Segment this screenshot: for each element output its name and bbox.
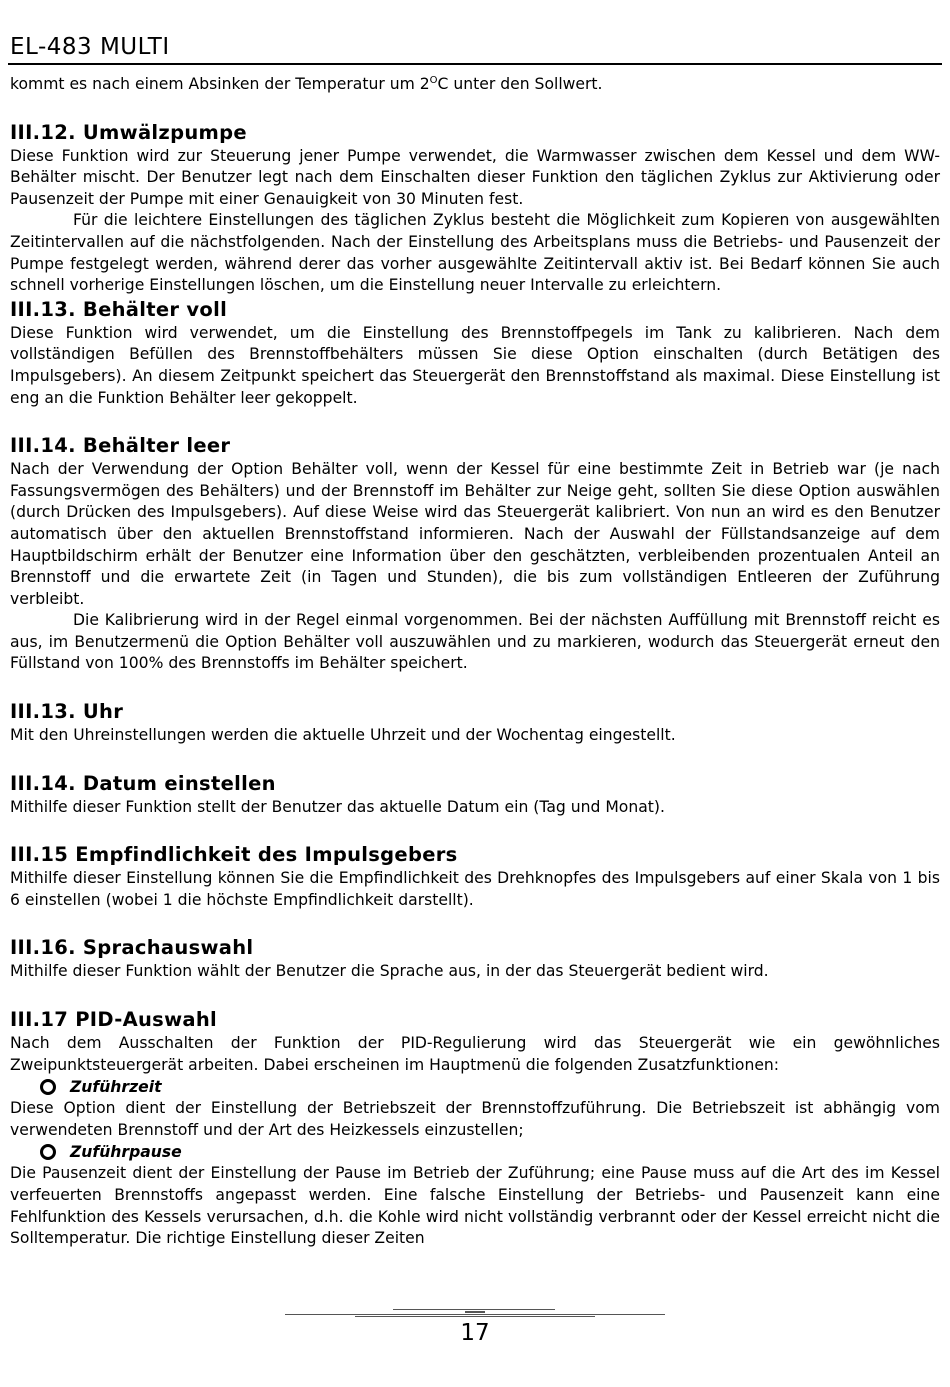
spacer	[10, 818, 940, 842]
section-paragraph: Die Pausenzeit dient der Einstellung der Pause im Betrieb der Zuführung; eine Pause muss auf die Art des im Kessel verfeuerten Brennstoffs angepasst werden. Eine falsche Einstellung der Betriebs- und Pausenzeit kann eine Fehlfunktion des Kessels verursachen, d.h. die Kohle wird nicht vollständig verbrannt oder der Kessel erreicht nicht die Solltemperatur. Die richtige Einstellung dieser Zeiten	[10, 1164, 940, 1248]
section-heading-datum-einstellen: III.14. Datum einstellen	[10, 771, 276, 795]
footer-line	[285, 1314, 665, 1315]
section-paragraph: Mithilfe dieser Einstellung können Sie die Empfindlichkeit des Drehknopfes des Impulsgebers auf einer Skala von 1 bis 6 einstellen (wobei 1 die höchste Empfindlichkeit darstellt).	[10, 869, 940, 909]
section-paragraph: Diese Option dient der Einstellung der Betriebszeit der Brennstoffzuführung. Die Betriebszeit ist abhängig vom verwendeten Brennstoff und der Art des Heizkessels einzustellen;	[10, 1099, 940, 1139]
document-header-title: EL-483 MULTI	[10, 34, 170, 60]
section-heading-uhr: III.13. Uhr	[10, 700, 124, 724]
page-body	[10, 74, 940, 1250]
section-paragraph: Mithilfe dieser Funktion stellt der Benutzer das aktuelle Datum ein (Tag und Monat).	[10, 797, 665, 816]
bullet-item	[40, 1141, 940, 1163]
page-number: 17	[460, 1320, 490, 1346]
spacer	[10, 96, 940, 120]
spacer	[10, 675, 940, 699]
footer-line	[465, 1311, 485, 1313]
section-heading-behaelter-leer: III.14. Behälter leer	[10, 434, 231, 458]
section-paragraph: Nach der Verwendung der Option Behälter voll, wenn der Kessel für eine bestimmte Zeit in Betrieb war (je nach Fassungsvermögen des Behälters) und der Brennstoff im Behälter zur Neige geht, sollten Sie diese Option auswählen (durch Drücken des Impulsgebers). Auf diese Weise wird das Steuergerät kalibriert. Von nun an wird es den Benutzer automatisch über den aktuellen Brennstoffstand informieren. Nach der Auswahl der Füllstandsanzeige auf dem Hauptbildschirm erhält der Benutzer eine Information über den geschätzten, verbleibenden prozentualen Anteil an Brennstoff und die erwartete Zeit (in Tagen und Stunden), die bis zum vollständigen Entleeren der Zuführung verbleibt.	[10, 460, 940, 608]
intro-text-end: C unter den Sollwert.	[437, 75, 603, 93]
section-heading-behaelter-voll: III.13. Behälter voll	[10, 297, 228, 321]
section-paragraph: Diese Funktion wird zur Steuerung jener Pumpe verwendet, die Warmwasser zwischen dem Kessel und dem WW-Behälter mischt. Der Benutzer legt nach dem Einschalten dieser Funktion den täglichen Zyklus zur Aktivierung oder Pausenzeit der Pumpe mit einer Genauigkeit von 30 Minuten fest.	[10, 146, 940, 208]
section-heading-sprachauswahl: III.16. Sprachauswahl	[10, 936, 254, 960]
section-heading-empfindlichkeit: III.15 Empfindlichkeit des Impulsgebers	[10, 843, 458, 867]
circle-bullet-icon	[40, 1144, 56, 1160]
bullet-label: Zuführzeit	[70, 1078, 162, 1097]
degree-superscript: O	[429, 75, 438, 86]
bullet-label: Zuführpause	[70, 1143, 182, 1162]
spacer	[10, 911, 940, 935]
spacer	[10, 409, 940, 433]
intro-text-start: kommt es nach einem Absinken der Temperatur um 2	[10, 75, 430, 93]
spacer	[10, 747, 940, 771]
section-paragraph: Nach dem Ausschalten der Funktion der PID-Regulierung wird das Steuergerät wie ein gewöhnliches Zweipunktsteuergerät arbeiten. Dabei erscheinen im Hauptmenü die folgenden Zusatzfunktionen:	[10, 1034, 940, 1074]
section-paragraph: Mit den Uhreinstellungen werden die aktuelle Uhrzeit und der Wochentag eingestellt.	[10, 726, 676, 745]
spacer	[10, 983, 940, 1007]
header-divider	[8, 63, 942, 65]
section-heading-umwaelzpumpe: III.12. Umwälzpumpe	[10, 120, 247, 144]
footer-line	[393, 1309, 555, 1310]
section-paragraph: Für die leichtere Einstellungen des täglichen Zyklus besteht die Möglichkeit zum Kopieren von ausgewählten Zeitintervallen auf die nächstfolgenden. Nach der Einstellung des Arbeitsplans muss die Betriebs- und Pausenzeit der Pumpe festgelegt werden, während derer das vorher ausgewählte Zeitintervall aktiv ist. Bei Bedarf können Sie auch schnell vorherige Einstellungen löschen, um die Einstellung neuer Intervalle zu erleichtern.	[10, 211, 940, 295]
section-paragraph: Die Kalibrierung wird in der Regel einmal vorgenommen. Bei der nächsten Auffüllung mit Brennstoff reicht es aus, im Benutzermenü die Option Behälter voll auszuwählen und zu markieren, wodurch das Steuergerät erneut den Füllstand von 100% des Brennstoffs im Behälter speichert.	[10, 611, 940, 673]
bullet-item	[40, 1076, 940, 1098]
intro-paragraph	[10, 74, 940, 96]
circle-bullet-icon	[40, 1079, 56, 1095]
section-paragraph: Mithilfe dieser Funktion wählt der Benutzer die Sprache aus, in der das Steuergerät bedient wird.	[10, 962, 769, 981]
section-heading-pid-auswahl: III.17 PID-Auswahl	[10, 1008, 218, 1032]
footer-line	[355, 1316, 595, 1317]
section-paragraph: Diese Funktion wird verwendet, um die Einstellung des Brennstoffpegels im Tank zu kalibrieren. Nach dem vollständigen Befüllen des Brennstoffbehälters müssen Sie diese Option einschalten (durch Betätigen des Impulsgebers). An diesem Zeitpunkt speichert das Steuergerät den Brennstoffstand als maximal. Diese Einstellung ist eng an die Funktion Behälter leer gekoppelt.	[10, 323, 940, 407]
